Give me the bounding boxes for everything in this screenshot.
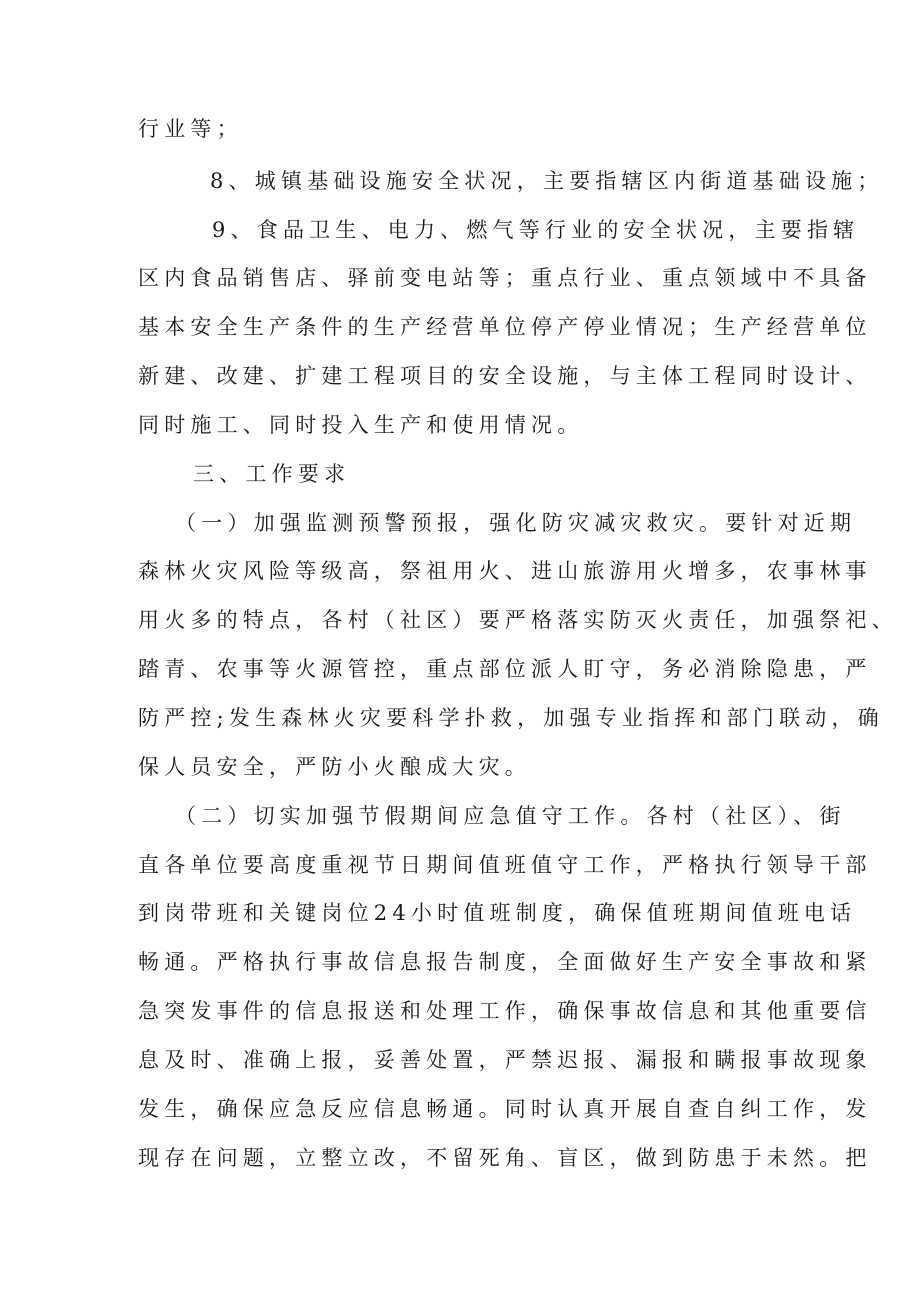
- text-line: 防严控;发生森林火灾要科学扑救，加强专业指挥和部门联动，确: [138, 706, 884, 730]
- text-line: （一）加强监测预警预报，强化防灾减灾救灾。要针对近期: [175, 511, 857, 535]
- text-line: 同时施工、同时投入生产和使用情况。: [138, 413, 584, 437]
- text-line: 基本安全生产条件的生产经营单位停产停业情况；生产经营单位: [138, 315, 872, 339]
- text-line: 到岗带班和关键岗位24小时值班制度，确保值班期间值班电话: [138, 901, 857, 925]
- text-line: 息及时、准确上报，妥善处置，严禁迟报、漏报和瞒报事故现象: [138, 1048, 872, 1072]
- text-line: 畅通。严格执行事故信息报告制度，全面做好生产安全事故和紧: [138, 950, 872, 974]
- section-heading: 三、工作要求: [193, 462, 351, 486]
- text-line: （二）切实加强节假期间应急值守工作。各村（社区）、街: [175, 804, 846, 828]
- text-line: 直各单位要高度重视节日期间值班值守工作，严格执行领导干部: [138, 853, 872, 877]
- text-line: 用火多的特点，各村（社区）要严格落实防灭火责任，加强祭祀、: [138, 608, 898, 632]
- text-line: 发生，确保应急反应信息畅通。同时认真开展自查自纠工作，发: [138, 1097, 872, 1121]
- text-line: 行业等；: [138, 117, 243, 141]
- text-line: 新建、改建、扩建工程项目的安全设施，与主体工程同时设计、: [138, 364, 872, 388]
- text-line: 森林火灾风险等级高，祭祖用火、进山旅游用火增多，农事林事: [138, 559, 872, 583]
- text-line: 区内食品销售店、驿前变电站等；重点行业、重点领域中不具备: [138, 266, 872, 290]
- text-line: 8、城镇基础设施安全状况，主要指辖区内街道基础设施；: [210, 169, 884, 193]
- text-line: 急突发事件的信息报送和处理工作，确保事故信息和其他重要信: [138, 999, 872, 1023]
- text-line: 现存在问题，立整立改，不留死角、盲区，做到防患于未然。把: [138, 1146, 872, 1170]
- text-line: 踏青、农事等火源管控，重点部位派人盯守，务必消除隐患，严: [138, 657, 872, 681]
- text-line: 保人员安全，严防小火酿成大灾。: [138, 755, 531, 779]
- text-line: 9、食品卫生、电力、燃气等行业的安全状况，主要指辖: [212, 218, 860, 242]
